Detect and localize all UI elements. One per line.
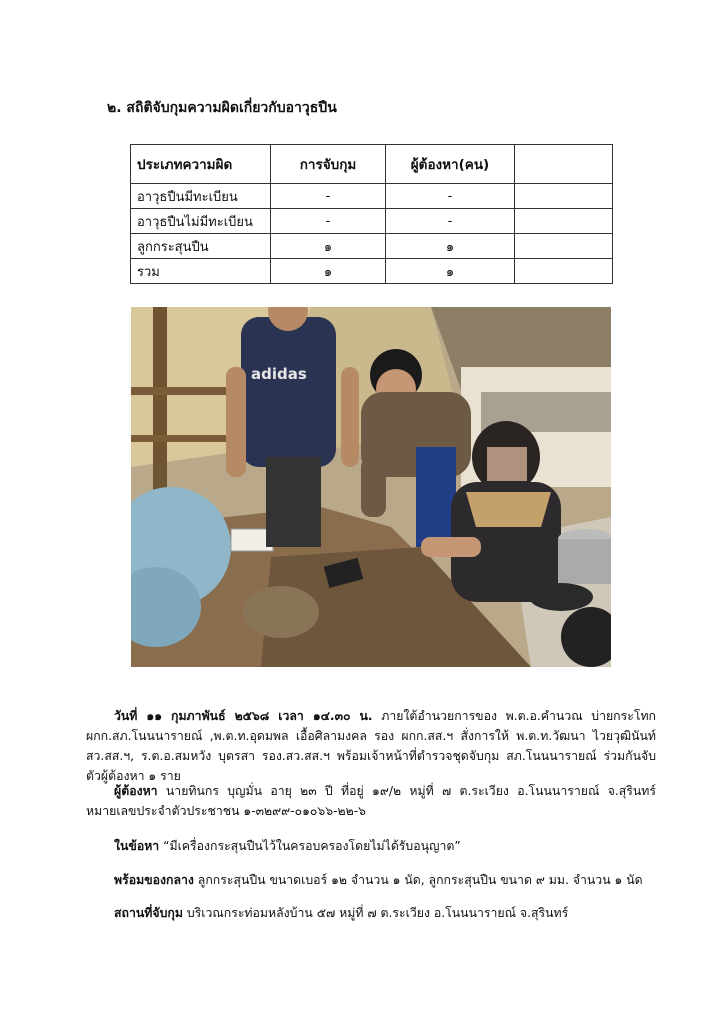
report-charge (114, 836, 461, 856)
cell-suspects: ๑ (386, 234, 515, 259)
firearm-arrest-table (130, 144, 613, 284)
cell-offense: อาวุธปืนไม่มีทะเบียน (131, 209, 271, 234)
arrest-scene-illustration (131, 307, 611, 667)
cell-suspects: - (386, 184, 515, 209)
report-paragraph-suspect (86, 781, 656, 821)
table-row (131, 184, 613, 209)
suspect-text: นายทินกร บุญมั่น อายุ ๒๓ ปี ที่อยู่ ๑๙/๒ หมู่ที่ ๗ ต.ระเวียง อ.โนนนารายณ์ จ.สุรินทร์ หมายเลขประจำตัวประชาชน ๑-๓๒๙๙-๐๑๐๖๖-๒๒-๖ (86, 784, 656, 818)
report-paragraph-date (86, 706, 656, 786)
table-header-row (131, 145, 613, 184)
cell-suspects: ๑ (386, 259, 515, 284)
charge-label: ในข้อหา (114, 839, 160, 853)
header-suspects: ผู้ต้องหา(คน) (386, 145, 515, 184)
header-empty (515, 145, 613, 184)
shirt-print: adidas (251, 365, 307, 383)
report-location (114, 903, 568, 923)
cell-empty (515, 184, 613, 209)
cell-offense: รวม (131, 259, 271, 284)
section-heading: ๒. สถิติจับกุมความผิดเกี่ยวกับอาวุธปืน (107, 100, 337, 116)
cell-arrests: ๑ (271, 234, 386, 259)
report-evidence (114, 870, 643, 890)
charge-text: “มีเครื่องกระสุนปืนไว้ในครอบครองโดยไม่ได้รับอนุญาต” (159, 839, 461, 853)
evidence-text: ลูกกระสุนปืน ขนาดเบอร์ ๑๒ จำนวน ๑ นัด, ลูกกระสุนปืน ขนาด ๙ มม. จำนวน ๑ นัด (193, 873, 643, 887)
location-label: สถานที่จับกุม (114, 906, 183, 920)
table-row (131, 209, 613, 234)
header-offense-type: ประเภทความผิด (131, 145, 271, 184)
cell-empty (515, 209, 613, 234)
cell-offense: อาวุธปืนมีทะเบียน (131, 184, 271, 209)
evidence-label: พร้อมของกลาง (114, 873, 194, 887)
cell-arrests: ๑ (271, 259, 386, 284)
cell-empty (515, 234, 613, 259)
cell-offense: ลูกกระสุนปืน (131, 234, 271, 259)
report-date-text: ภายใต้อำนวยการของ พ.ต.อ.คำนวณ บ่ายกระโทก ผกก.สภ.โนนนารายณ์ ,พ.ต.ท.อุดมพล เอื้อศิลามงคล รอง ผกก.สส.ฯ สั่งการให้ พ.ต.ท.วัฒนา ไวยวุฒินันท์ สว.สส.ฯ, ร.ต.อ.สมหวัง บุตรสา รอง.สว.สส.ฯ พร้อมเจ้าหน้าที่ตำรวจชุดจับกุม สภ.โนนนารายณ์ ร่วมกันจับตัวผู้ต้องหา ๑ ราย (86, 709, 656, 783)
arrest-photo (131, 307, 611, 667)
location-text: บริเวณกระท่อมหลังบ้าน ๕๗ หมู่ที่ ๗ ต.ระเวียง อ.โนนนารายณ์ จ.สุรินทร์ (182, 906, 569, 920)
table-row (131, 234, 613, 259)
cell-arrests: - (271, 209, 386, 234)
suspect-label: ผู้ต้องหา (114, 784, 158, 798)
cell-suspects: - (386, 209, 515, 234)
table-row-total (131, 259, 613, 284)
cell-empty (515, 259, 613, 284)
header-arrests: การจับกุม (271, 145, 386, 184)
cell-arrests: - (271, 184, 386, 209)
report-date-label: วันที่ ๑๑ กุมภาพันธ์ ๒๕๖๘ เวลา ๑๔.๓๐ น. (114, 709, 373, 723)
